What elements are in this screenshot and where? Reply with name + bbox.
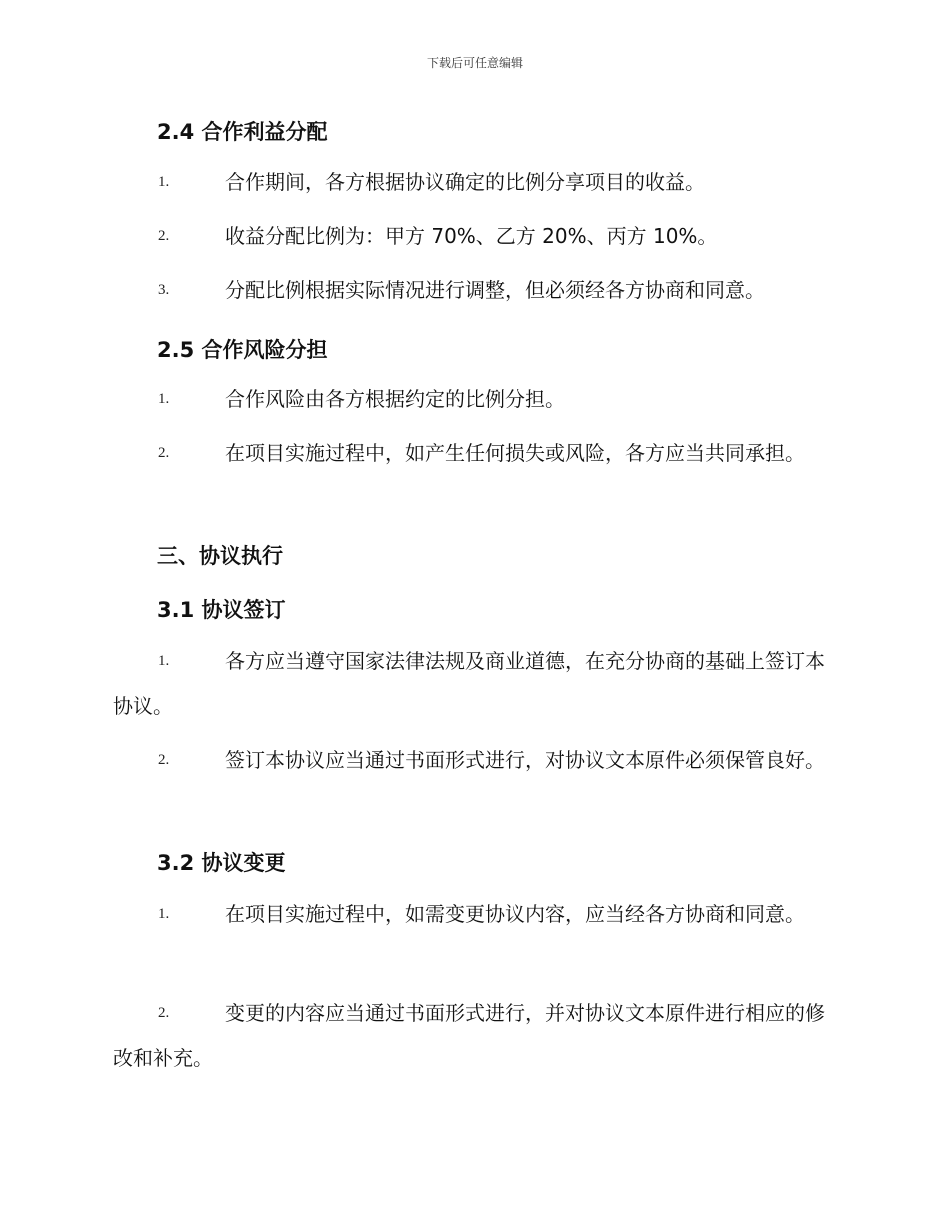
list-item-text: 在项目实施过程中，如产生任何损失或风险，各方应当共同承担。 bbox=[225, 441, 805, 465]
list-item bbox=[113, 892, 835, 937]
list-item-text: 变更的内容应当通过书面形式进行，并对协议文本原件进行相应的修改和补充。 bbox=[113, 1001, 825, 1070]
list-item-text: 收益分配比例为：甲方 70%、乙方 20%、丙方 10%。 bbox=[225, 224, 718, 248]
list-item-text: 在项目实施过程中，如需变更协议内容，应当经各方协商和同意。 bbox=[225, 902, 805, 926]
list-item-text: 合作期间，各方根据协议确定的比例分享项目的收益。 bbox=[225, 170, 705, 194]
section-heading-2-4: 2.4 合作利益分配 bbox=[157, 120, 328, 144]
list-item-text: 签订本协议应当通过书面形式进行，对协议文本原件必须保管良好。 bbox=[225, 748, 825, 772]
list-item bbox=[113, 214, 835, 259]
list-item bbox=[113, 639, 835, 729]
list-item-number: 3. bbox=[158, 282, 170, 298]
list-item bbox=[113, 268, 835, 313]
list-item-number: 2. bbox=[158, 228, 170, 244]
list-item bbox=[113, 991, 835, 1081]
list-item-number: 2. bbox=[158, 445, 170, 461]
list-item-number: 1. bbox=[158, 174, 170, 190]
list-item-text: 合作风险由各方根据约定的比例分担。 bbox=[225, 387, 565, 411]
section-heading-3-2: 3.2 协议变更 bbox=[157, 851, 286, 875]
section-heading-3-1: 3.1 协议签订 bbox=[157, 598, 286, 622]
list-item bbox=[113, 377, 835, 422]
section-heading-2-5: 2.5 合作风险分担 bbox=[157, 338, 328, 362]
list-item bbox=[113, 431, 835, 476]
list-item bbox=[113, 738, 835, 783]
list-item bbox=[113, 160, 835, 205]
list-item-number: 2. bbox=[158, 1005, 170, 1021]
page-header: 下载后可任意编辑 bbox=[426, 56, 523, 70]
list-item-number: 1. bbox=[158, 391, 170, 407]
list-item-number: 1. bbox=[158, 653, 170, 669]
list-item-text: 各方应当遵守国家法律法规及商业道德，在充分协商的基础上签订本协议。 bbox=[113, 649, 825, 718]
list-item-number: 2. bbox=[158, 752, 170, 768]
list-item-text: 分配比例根据实际情况进行调整，但必须经各方协商和同意。 bbox=[225, 278, 765, 302]
list-item-number: 1. bbox=[158, 906, 170, 922]
section-heading-3: 三、协议执行 bbox=[157, 544, 283, 568]
